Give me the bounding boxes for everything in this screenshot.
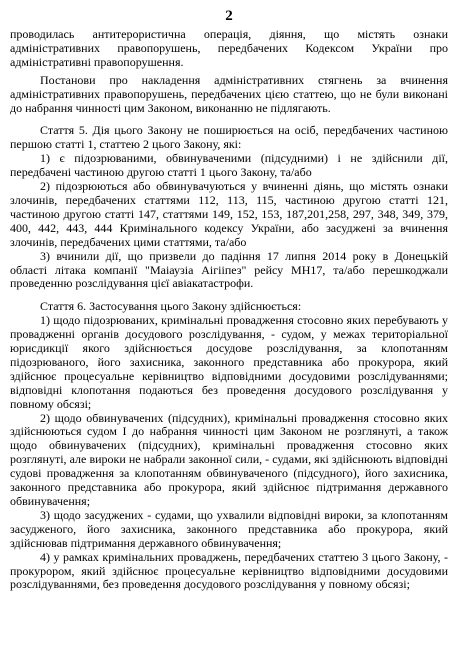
paragraph: 1) є підозрюваними, обвинуваченими (підсудними) і не здійснили дії, передбачені частиною другою статті 1 цього Закону, та/або [10,151,448,180]
paragraph: 2) підозрюються або обвинувачуються у вчиненні діянь, що містять ознаки злочинів, передбачених статтями 112, 113, 115, частиною другою статті 121, частиною другою статті 147, статтями 149, 152, 153, 187,201,258, 297, 348, 349, 379, 400, 442, 443, 444 Кримінального кодексу України, або засуджені за вчинення злочинів, передбачених цими статтями, та/або [10,179,448,249]
paragraph: 3) вчинили дії, що призвели до падіння 17 липня 2014 року в Донецькій області літака компанії "Маіаузіа Аігііпез" рейсу МН17, та/або перешкоджали проведенню розслідування цієї авіакатастрофи. [10,248,448,291]
paragraph: Стаття 5. Дія цього Закону не поширюється на осіб, передбачених частиною першою статті 1, статтею 2 цього Закону, які: [10,123,448,152]
page-number: 2 [225,8,233,24]
paragraph: Постанови про накладення адміністративних стягнень за вчинення адміністративних правопорушень, передбачених цією статтею, що не були виконані до набрання чинності цим Законом, виконанню не підлягають. [10,72,448,115]
paragraph: проводилась антитерористична операція, діяння, що містять ознаки адміністративних правопорушень, передбачених Кодексом України про адміністративні правопорушення. [10,27,448,69]
document-body [10,28,448,592]
paragraph: Стаття 6. Застосування цього Закону здійснюється: [40,299,302,314]
paragraph: 1) щодо підозрюваних, кримінальні провадження стосовно яких перебувають у провадженні органів досудового розслідування, - судом, у межах територіальної юрисдикції якого здійснюється досудове розслідування, за клопотанням підозрюваного, його захисника, законного представника або прокурора, який здійснює процесуальне керівництво відповідними досудовими розслідуваннями; відповідні клопотання подаються без проведення досудового розслідування у повному обсязі; [10,313,448,411]
paragraph: 4) у рамках кримінальних проваджень, передбачених статтею 3 цього Закону, - прокурором, який здійснює процесуальне керівництво відповідними досудовими розслідуваннями, без проведення досудового розслідування у повному обсязі; [10,549,448,592]
paragraph: 2) щодо обвинувачених (підсудних), кримінальні провадження стосовно яких здійснюються судом І до набрання чинності цим Законом не розглянуті, а також щодо обвинувачених (підсудних), кримінальні провадження стосовно яких розглянуті, але вироки не набрали законної сили, - судами, які здійснюють відповідні судові провадження за клопотанням обвинуваченого (підсудного), його захисника, законного представника або прокурора, який здійснює підтримання державного обвинувачення; [10,410,448,508]
paragraph: 3) щодо засуджених - судами, що ухвалили відповідні вироки, за клопотанням засудженого, його захисника, законного представника або прокурора, який здійснював підтримання державного обвинувачення; [10,507,448,550]
